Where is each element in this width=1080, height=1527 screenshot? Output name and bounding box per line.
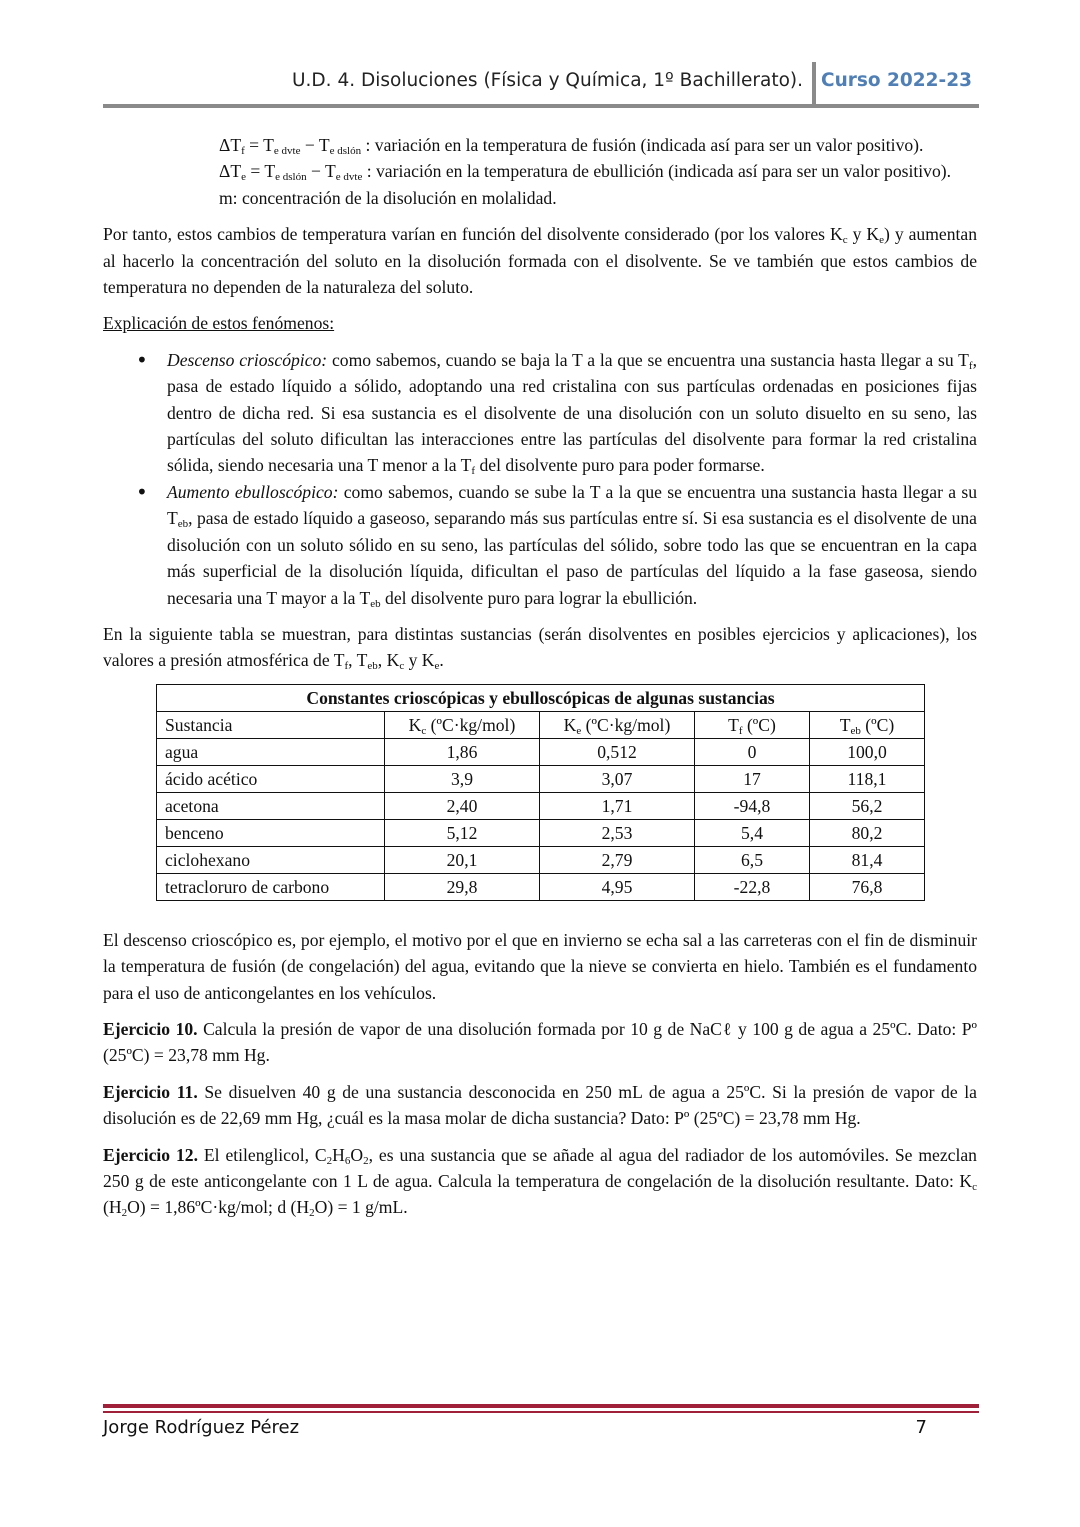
header-kc: $K_c$ (ºC·kg/mol)	[385, 711, 540, 738]
constants-table	[156, 684, 925, 901]
page-content	[103, 132, 977, 1221]
header-ke: $K_e$ (ºC·kg/mol)	[540, 711, 695, 738]
list-item-descenso: • Descenso crioscópico: como sabemos, cuando se baja la T a la que se encuentra una sustancia hasta llegar a su $T_f$, pasa de estado líquido a sólido, adoptando una red cristalina con sus partículas ordenadas en posiciones fijas dentro de dicha red. Si esa sustancia es el disolvente de una disolución con un soluto disuelto en su seno, las partículas del soluto dificultan las interacciones entre las partículas del disolvente para formar la red cristalina sólida, siendo necesaria una T menor a la $T_f$ del disolvente puro para poder formarse.	[103, 347, 977, 479]
table-cell: 29,8	[385, 873, 540, 900]
table-row	[157, 765, 925, 792]
table-cell: 5,12	[385, 819, 540, 846]
table-row	[157, 792, 925, 819]
paragraph-table-intro: En la siguiente tabla se muestran, para distintas sustancias (serán disolventes en posibles ejercicios y aplicaciones), los valores a presión atmosférica de $T_f$, $T_{eb}$, $K_c$ y $K_e$.	[103, 623, 977, 673]
table-cell: agua	[157, 738, 385, 765]
footer-rule	[103, 1404, 979, 1408]
table-cell: ciclohexano	[157, 846, 385, 873]
table-cell: -94,8	[695, 792, 810, 819]
table-cell: 118,1	[810, 765, 925, 792]
footer-author: Jorge Rodríguez Pérez	[103, 1417, 300, 1438]
page-number: 7	[915, 1417, 927, 1438]
table-cell: 76,8	[810, 873, 925, 900]
table-cell: 2,40	[385, 792, 540, 819]
table-cell: acetona	[157, 792, 385, 819]
exercise-12: Ejercicio 12. El etilenglicol, $C_2H_6O_2$, es una sustancia que se añade al agua del radiador de los automóviles. Se mezclan 250 g de este anticongelante con 1 L de agua. Calcula la temperatura de congelación de la disolución resultante. Dato: $K_c$ $(H_2O)$ = 1,86ºC·kg/mol; d $(H_2O) = 1$ g/mL.	[103, 1144, 977, 1220]
table-row	[157, 738, 925, 765]
table-row	[157, 873, 925, 900]
table-cell: 2,53	[540, 819, 695, 846]
table-cell: 56,2	[810, 792, 925, 819]
table-row	[157, 819, 925, 846]
table-cell: tetracloruro de carbono	[157, 873, 385, 900]
table-cell: 80,2	[810, 819, 925, 846]
paragraph-conclusion: Por tanto, estos cambios de temperatura varían en función del disolvente considerado (por los valores $K_c$ y $K_e$) y aumentan al hacerlo la concentración del soluto en la disolución formada con el disolvente. Se ve también que estos cambios de temperatura no dependen de la naturaleza del soluto.	[103, 224, 978, 298]
header-teb: $T_{eb}$ (ºC)	[810, 711, 925, 738]
exercise-11: Ejercicio 11. Se disuelven 40 g de una sustancia desconocida en 250 mL de agua a 25ºC. Si la presión de vapor de la disolución es de 22,69 mm Hg, ¿cuál es la masa molar de dicha sustancia? Dato: Pº (25ºC) = 23,78 mm Hg.	[103, 1081, 977, 1129]
header-title: U.D. 4. Disoluciones (Física y Química, 1º Bachillerato).	[292, 70, 803, 91]
header-tf: $T_f$ (ºC)	[695, 711, 810, 738]
table-cell: 0	[695, 738, 810, 765]
table-cell: 4,95	[540, 873, 695, 900]
table-cell: 0,512	[540, 738, 695, 765]
explanation-heading: Explicación de estos fenómenos:	[103, 313, 335, 334]
table-cell: -22,8	[695, 873, 810, 900]
table-cell: 1,71	[540, 792, 695, 819]
paragraph-application: El descenso crioscópico es, por ejemplo, el motivo por el que en invierno se echa sal a las carreteras con el fin de disminuir la temperatura de fusión (de congelación) del agua, evitando que la nieve se convierta en hielo. También es el fundamento para el uso de anticongelantes en los vehículos.	[103, 929, 977, 1003]
table-cell: 81,4	[810, 846, 925, 873]
definition-delta-te: $\Delta T_e = T_{e dslón} - T_{e dvte}$ : variación en la temperatura de ebullición (indicada así para ser un valor positivo).	[219, 161, 952, 184]
table-cell: 1,86	[385, 738, 540, 765]
page-footer	[103, 1404, 979, 1438]
page-header	[103, 62, 979, 108]
header-rule	[103, 104, 979, 108]
header-divider	[812, 62, 816, 108]
header-sustancia: Sustancia	[157, 711, 385, 738]
table-cell: 5,4	[695, 819, 810, 846]
table-cell: 20,1	[385, 846, 540, 873]
table-cell: 100,0	[810, 738, 925, 765]
header-course: Curso 2022-23	[821, 70, 972, 91]
table-row	[157, 846, 925, 873]
list-item-aumento: • Aumento ebulloscópico: como sabemos, cuando se sube la T a la que se encuentra una sustancia hasta llegar a su $T_{eb}$, pasa de estado líquido a gaseoso, separando más sus partículas entre sí. Si esa sustancia es el disolvente de una disolución con un soluto sólido en su seno, las partículas del sólido, sobre todo las que se encuentran en la capa más superficial de la disolución líquida, dificultan el paso de partículas del líquido a la fase gaseosa, siendo necesaria una T mayor a la $T_{eb}$ del disolvente puro para lograr la ebullición.	[103, 479, 977, 611]
table-cell: 6,5	[695, 846, 810, 873]
exercise-10: Ejercicio 10. Calcula la presión de vapor de una disolución formada por 10 g de NaCℓ y 100 g de agua a 25ºC. Dato: Pº (25ºC) = 23,78 mm Hg.	[103, 1018, 977, 1066]
table-cell: 17	[695, 765, 810, 792]
table-cell: 3,9	[385, 765, 540, 792]
definition-delta-tf: $\Delta T_f = T_{e dvte} - T_{e dslón}$ : variación en la temperatura de fusión (indicada así para ser un valor positivo).	[219, 135, 924, 157]
table-cell: 2,79	[540, 846, 695, 873]
table-header-row	[157, 711, 925, 738]
footer-rule-thin	[103, 1411, 979, 1413]
table-cell: benceno	[157, 819, 385, 846]
table-cell: ácido acético	[157, 765, 385, 792]
definition-molality: m: concentración de la disolución en molalidad.	[219, 187, 557, 208]
table-caption: Constantes crioscópicas y ebulloscópicas de algunas sustancias	[157, 684, 925, 711]
phenomena-list	[103, 347, 977, 611]
table-cell: 3,07	[540, 765, 695, 792]
